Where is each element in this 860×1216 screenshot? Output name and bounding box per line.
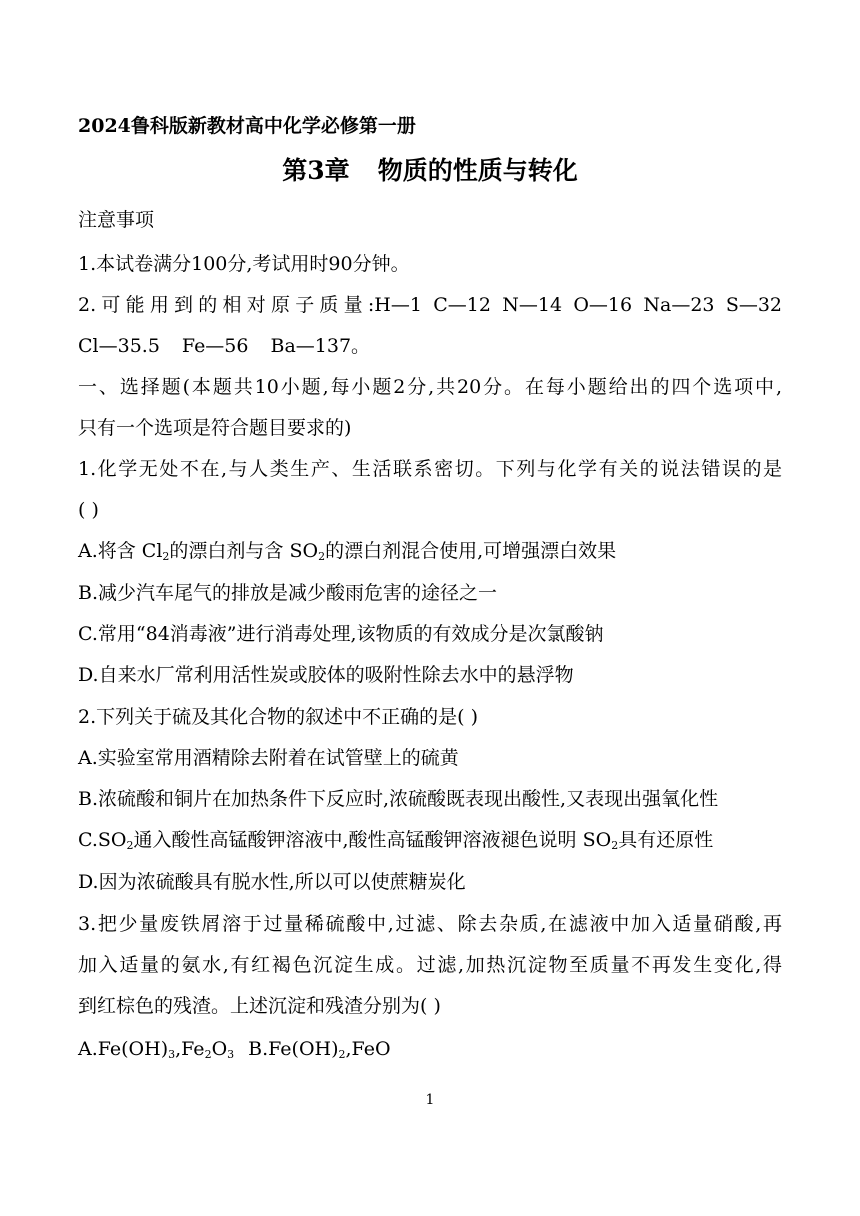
question-3-stem-cont: 加入适量的氨水,有红褐色沉淀生成。过滤,加热沉淀物至质量不再发生变化,得 xyxy=(78,954,782,976)
atomic-mass: C—12 xyxy=(433,294,491,316)
option-text: 具有还原性 xyxy=(618,829,714,851)
option-text: 的漂白剂混合使用,可增强漂白效果 xyxy=(325,540,617,562)
section-heading: 一、选择题(本题共10小题,每小题2分,共20分。在每小题给出的四个选项中, xyxy=(78,376,782,398)
question-1-option-d: D.自来水厂常利用活性炭或胶体的吸附性除去水中的悬浮物 xyxy=(78,664,574,686)
option-text: ,Fe xyxy=(175,1038,205,1060)
chapter-title xyxy=(0,158,860,184)
atomic-mass: Fe—56 xyxy=(181,335,249,357)
subscript: 2 xyxy=(338,1048,346,1061)
subscript: 3 xyxy=(227,1048,235,1061)
question-1-option-a xyxy=(78,538,616,564)
question-2-option-a: A.实验室常用酒精除去附着在试管壁上的硫黄 xyxy=(78,747,459,769)
document-header: 2024鲁科版新教材高中化学必修第一册 xyxy=(78,115,416,137)
option-text: 的漂白剂与含 SO xyxy=(169,540,319,562)
answer-blank: ( ) xyxy=(78,499,99,521)
question-3-stem-end: 到红棕色的残渣。上述沉淀和残渣分别为( ) xyxy=(78,995,441,1017)
question-2-option-d: D.因为浓硫酸具有脱水性,所以可以使蔗糖炭化 xyxy=(78,871,466,893)
option-text: C.SO xyxy=(78,829,127,851)
option-text: A.将含 Cl xyxy=(78,540,163,562)
option-text: A.Fe(OH) xyxy=(78,1038,169,1060)
page-number: 1 xyxy=(425,1092,435,1108)
atomic-mass: Cl—35.5 xyxy=(78,335,160,357)
notice-2-text: 2.可能用到的相对原子质量:H—1 xyxy=(78,294,422,316)
atomic-mass: S—32 xyxy=(725,294,783,316)
subscript: 2 xyxy=(611,839,619,852)
question-2-option-b: B.浓硫酸和铜片在加热条件下反应时,浓硫酸既表现出酸性,又表现出强氧化性 xyxy=(78,788,719,810)
atomic-mass: N—14 xyxy=(502,294,563,316)
question-2-option-c xyxy=(78,827,713,853)
notice-heading: 注意事项 xyxy=(78,209,155,231)
atomic-mass: Ba—137。 xyxy=(270,335,371,357)
option-text: B.Fe(OH) xyxy=(248,1038,339,1060)
question-1-option-b: B.减少汽车尾气的排放是减少酸雨危害的途径之一 xyxy=(78,582,498,604)
option-text: ,FeO xyxy=(345,1038,391,1060)
chapter-number: 第3章 xyxy=(282,156,350,185)
section-heading-cont: 只有一个选项是符合题目要求的) xyxy=(78,417,352,439)
subscript: 3 xyxy=(168,1048,176,1061)
atomic-mass: O—16 xyxy=(573,294,633,316)
subscript: 2 xyxy=(204,1048,212,1061)
question-1-stem: 1.化学无处不在,与人类生产、生活联系密切。下列与化学有关的说法错误的是 xyxy=(78,458,782,480)
notice-item-1: 1.本试卷满分100分,考试用时90分钟。 xyxy=(78,253,410,275)
question-1-option-c: C.常用“84消毒液”进行消毒处理,该物质的有效成分是次氯酸钠 xyxy=(78,623,604,645)
question-3-stem: 3.把少量废铁屑溶于过量稀硫酸中,过滤、除去杂质,在滤液中加入适量硝酸,再 xyxy=(78,913,782,935)
atomic-mass: Na—23 xyxy=(643,294,715,316)
question-3-options xyxy=(78,1036,391,1062)
option-text: O xyxy=(211,1038,228,1060)
option-text: 通入酸性高锰酸钾溶液中,酸性高锰酸钾溶液褪色说明 SO xyxy=(133,829,612,851)
notice-item-2-cont xyxy=(78,333,370,359)
question-2-stem: 2.下列关于硫及其化合物的叙述中不正确的是( ) xyxy=(78,706,478,728)
notice-item-2 xyxy=(78,292,782,318)
subscript: 2 xyxy=(126,839,134,852)
subscript: 2 xyxy=(318,550,326,563)
subscript: 2 xyxy=(162,550,170,563)
chapter-name: 物质的性质与转化 xyxy=(377,156,578,185)
